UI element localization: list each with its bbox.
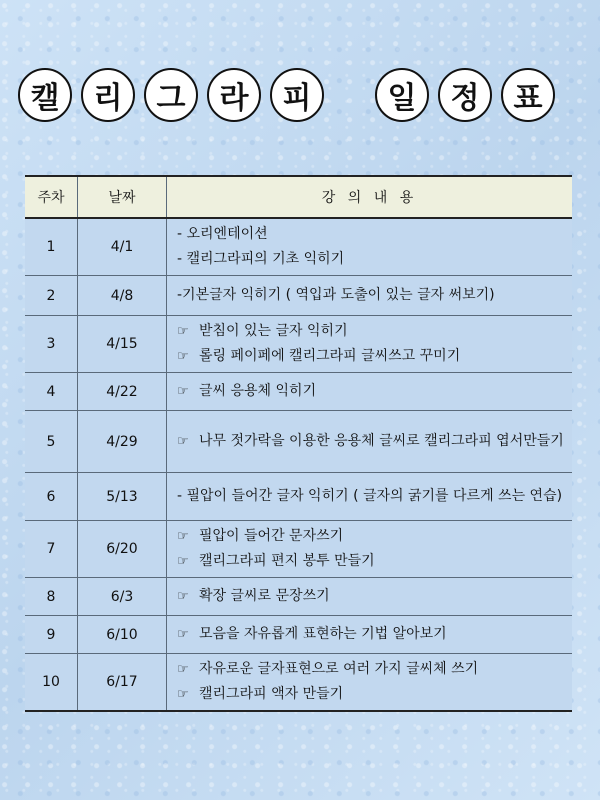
content-line <box>177 657 564 682</box>
pointing-hand-icon: ☞ <box>177 349 189 364</box>
schedule-table <box>25 175 572 712</box>
table-row <box>25 218 572 276</box>
content-cell <box>167 218 573 276</box>
pointing-hand-icon: ☞ <box>177 384 189 399</box>
content-cell <box>167 411 573 473</box>
content-line <box>177 283 564 308</box>
content-text: 자유로운 글자표현으로 여러 가지 글씨체 쓰기 <box>199 661 479 677</box>
content-cell <box>167 276 573 316</box>
week-cell: 5 <box>25 411 78 473</box>
week-cell: 1 <box>25 218 78 276</box>
table-row <box>25 276 572 316</box>
week-cell: 6 <box>25 473 78 521</box>
pointing-hand-icon: ☞ <box>177 554 189 569</box>
date-cell: 6/20 <box>78 521 167 578</box>
week-cell: 2 <box>25 276 78 316</box>
title-char: 일 <box>375 68 429 122</box>
date-cell: 4/22 <box>78 373 167 411</box>
content-text: 필압이 들어간 문자쓰기 <box>199 528 344 544</box>
table-row <box>25 521 572 578</box>
title-char: 라 <box>207 68 261 122</box>
week-cell: 7 <box>25 521 78 578</box>
content-text: 받침이 있는 글자 익히기 <box>199 323 348 339</box>
pointing-hand-icon: ☞ <box>177 589 189 604</box>
title-char: 표 <box>501 68 555 122</box>
date-cell: 5/13 <box>78 473 167 521</box>
content-text: - 필압이 들어간 글자 익히기 ( 글자의 굵기를 다르게 쓰는 연습) <box>177 488 563 504</box>
content-line <box>177 682 564 707</box>
content-cell <box>167 616 573 654</box>
title-char: 피 <box>270 68 324 122</box>
content-cell <box>167 373 573 411</box>
content-line <box>177 622 564 647</box>
pointing-hand-icon: ☞ <box>177 529 189 544</box>
date-cell: 4/15 <box>78 316 167 373</box>
content-text: 글씨 응용체 익히기 <box>199 383 317 399</box>
content-line <box>177 379 564 404</box>
pointing-hand-icon: ☞ <box>177 627 189 642</box>
content-cell <box>167 654 573 712</box>
content-line <box>177 549 564 574</box>
title-char: 리 <box>81 68 135 122</box>
table-body <box>25 218 572 711</box>
content-line <box>177 584 564 609</box>
content-text: 캘리그라피 액자 만들기 <box>199 686 344 702</box>
header-date: 날짜 <box>78 176 167 218</box>
pointing-hand-icon: ☞ <box>177 662 189 677</box>
date-cell: 4/8 <box>78 276 167 316</box>
content-text: - 오리엔테이션 <box>177 226 268 242</box>
content-line <box>177 247 564 272</box>
date-cell: 4/1 <box>78 218 167 276</box>
title-char: 캘 <box>18 68 72 122</box>
header-content: 강 의 내 용 <box>167 176 573 218</box>
content-text: 확장 글씨로 문장쓰기 <box>199 588 330 604</box>
content-line <box>177 484 564 509</box>
date-cell: 6/17 <box>78 654 167 712</box>
content-cell <box>167 521 573 578</box>
title-char: 정 <box>438 68 492 122</box>
content-line <box>177 344 564 369</box>
content-text: 롤링 페이페에 캘리그라피 글씨쓰고 꾸미기 <box>199 348 461 364</box>
table-row <box>25 373 572 411</box>
title-char: 그 <box>144 68 198 122</box>
table-row <box>25 411 572 473</box>
table-header-row <box>25 176 572 218</box>
table-row <box>25 616 572 654</box>
content-text: -기본글자 익히기 ( 역입과 도출이 있는 글자 써보기) <box>177 287 495 303</box>
header-week: 주차 <box>25 176 78 218</box>
content-line <box>177 222 564 247</box>
content-cell <box>167 316 573 373</box>
content-line <box>177 524 564 549</box>
week-cell: 3 <box>25 316 78 373</box>
table-row <box>25 578 572 616</box>
pointing-hand-icon: ☞ <box>177 324 189 339</box>
content-text: 캘리그라피 편지 봉투 만들기 <box>199 553 375 569</box>
week-cell: 10 <box>25 654 78 712</box>
week-cell: 9 <box>25 616 78 654</box>
pointing-hand-icon: ☞ <box>177 434 189 449</box>
content-text: 나무 젓가락을 이용한 응용체 글씨로 캘리그라피 엽서만들기 <box>199 433 564 449</box>
table-row <box>25 316 572 373</box>
content-cell <box>167 578 573 616</box>
content-text: - 캘리그라피의 기초 익히기 <box>177 251 345 267</box>
week-cell: 4 <box>25 373 78 411</box>
date-cell: 6/10 <box>78 616 167 654</box>
content-line <box>177 319 564 344</box>
content-cell <box>167 473 573 521</box>
content-text: 모음을 자유롭게 표현하는 기법 알아보기 <box>199 626 447 642</box>
page-title <box>0 68 600 128</box>
table-row <box>25 473 572 521</box>
date-cell: 4/29 <box>78 411 167 473</box>
week-cell: 8 <box>25 578 78 616</box>
content-line <box>177 429 564 454</box>
pointing-hand-icon: ☞ <box>177 687 189 702</box>
date-cell: 6/3 <box>78 578 167 616</box>
table-row <box>25 654 572 712</box>
